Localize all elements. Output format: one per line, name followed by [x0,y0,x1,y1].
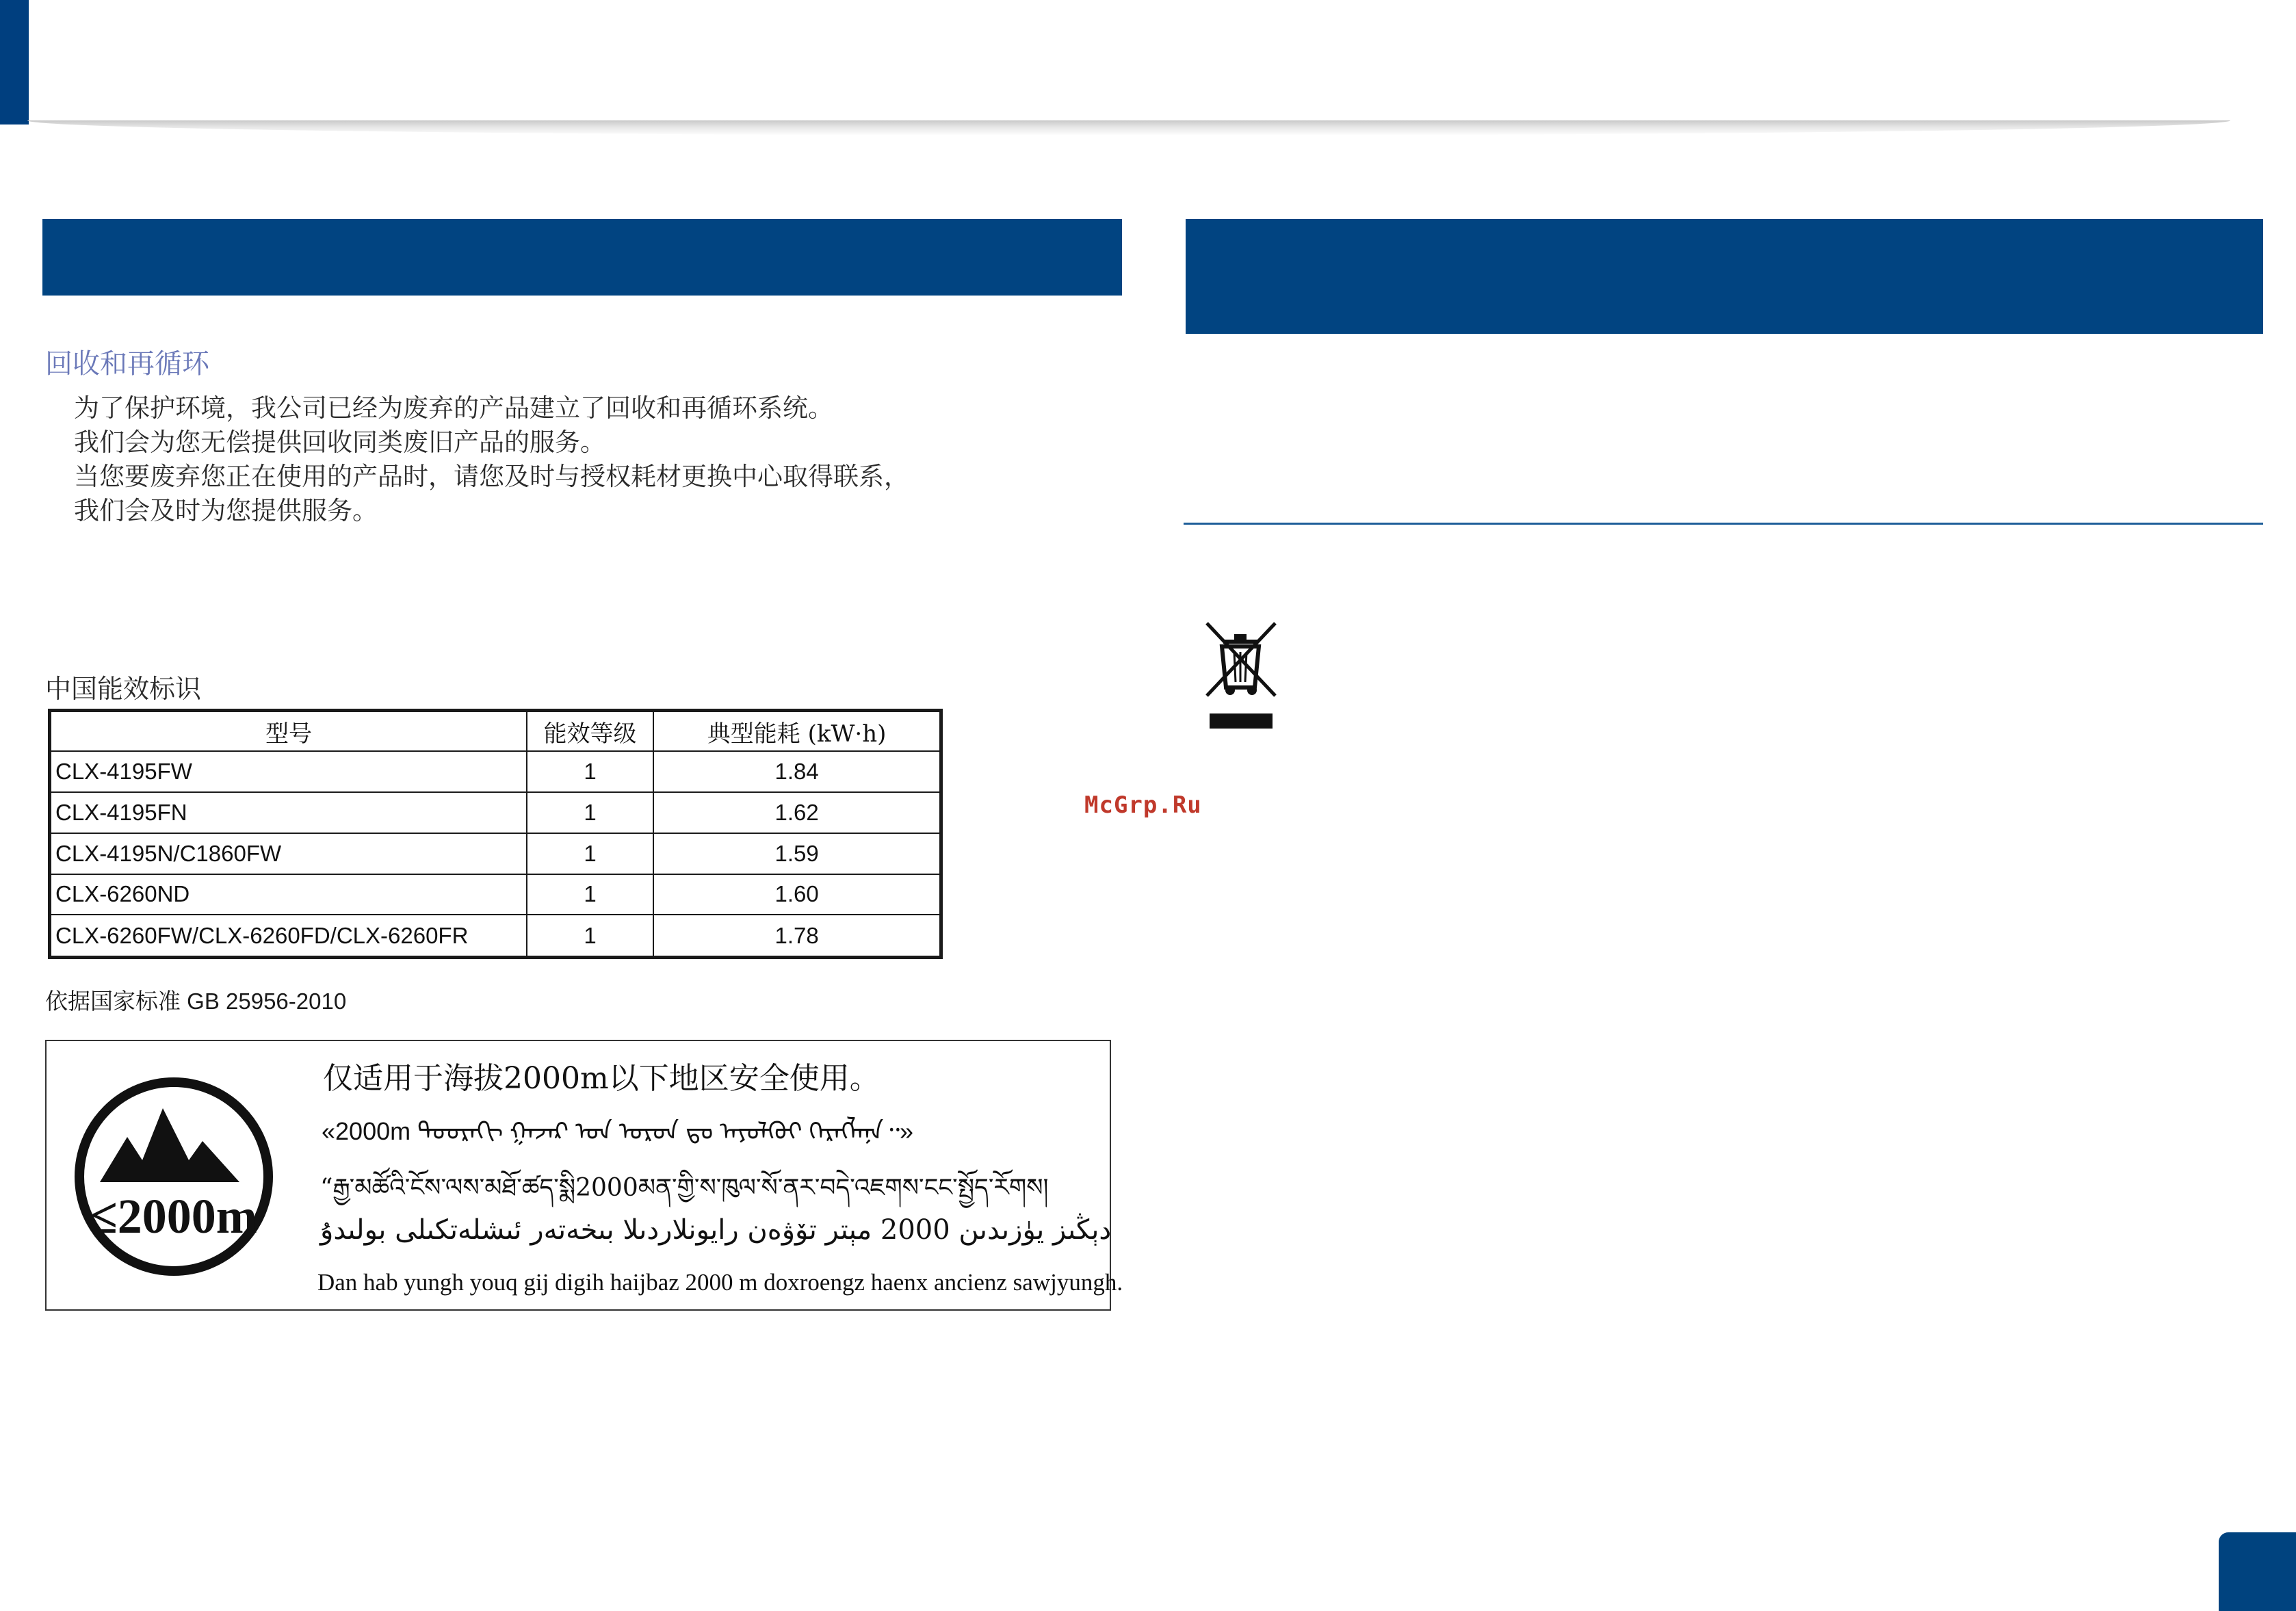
energy-label-table [48,709,943,959]
recycling-paragraph-4: 我们会及时为您提供服务。 [74,496,378,525]
altitude-notice-uyghur: دېڭىز يۈزىدىن 2000 مېتر تۆۋەن رايونلاردىلا بىخەتەر ئىشلەتكىلى بولىدۇ [320,1214,1112,1246]
watermark-text: McGrp.Ru [1084,791,1202,819]
right-section-divider [1184,523,2263,525]
recycling-paragraph-1: 为了保护环境，我公司已经为废弃的产品建立了回收和再循环系统。 [74,393,833,423]
energy-label-caption: 中国能效标识 [45,674,202,704]
table-row [50,874,941,915]
right-section-header-bar [1186,219,2263,334]
table-row [50,833,941,874]
grade-cell: 1 [527,751,653,792]
consumption-cell: 1.84 [653,751,941,792]
standard-note: 依据国家标准 GB 25956-2010 [45,988,347,1014]
consumption-cell: 1.59 [653,833,941,874]
altitude-mountain-icon [71,1074,276,1279]
left-section-header-bar [42,219,1122,296]
column-header-consumption: 典型能耗 (kW·h) [653,711,941,752]
page-number-tab [2219,1532,2296,1611]
table-row [50,792,941,833]
altitude-notice-mongolian: «2000m ᠳᠣᠣᠷᠠᠬᠢ ᠭᠠᠵᠠᠷ ᠤᠨ ᠣᠷᠣᠨ ᠳᠤ ᠠᠶᠤᠯᠭᠦᠢ ᠬᠡᠷᠡᠭᠯᠡᠨᠡ᠃» [322,1117,913,1145]
altitude-notice-tibetan: “རྒྱ་མཚོའི་ངོས་ལས་མཐོ་ཚད་སྨི2000མན་གྱི་ས་ཁུལ་སོ་ནར་བདེ་འཇགས་ངང་སྤྱོད་རོགས། [320,1174,1049,1202]
column-header-grade: 能效等级 [527,711,653,752]
altitude-notice-zhuang: Dan hab yungh youq gij digih haijbaz 2000 m doxroengz haenx ancienz sawjyungh. [317,1269,1123,1296]
column-header-model: 型号 [50,711,527,752]
table-row [50,751,941,792]
altitude-notice-chinese: 仅适用于海拔2000m以下地区安全使用。 [323,1061,880,1096]
grade-cell: 1 [527,915,653,957]
crossed-out-wheelie-bin-icon [1199,619,1283,731]
recycling-title: 回收和再循环 [45,348,209,380]
consumption-cell: 1.78 [653,915,941,957]
model-cell: CLX-6260ND [50,874,527,915]
recycling-paragraph-3: 当您要废弃您正在使用的产品时，请您及时与授权耗材更换中心取得联系， [74,462,909,491]
model-cell: CLX-6260FW/CLX-6260FD/CLX-6260FR [50,915,527,957]
model-cell: CLX-4195FN [50,792,527,833]
top-accent-bar [0,0,29,125]
grade-cell: 1 [527,792,653,833]
grade-cell: 1 [527,833,653,874]
consumption-cell: 1.60 [653,874,941,915]
model-cell: CLX-4195FW [50,751,527,792]
altitude-logo-text: ≤2000m [90,1189,257,1244]
recycling-paragraph-2: 我们会为您无偿提供回收同类废旧产品的服务。 [74,428,605,457]
table-header-row [50,711,941,752]
consumption-cell: 1.62 [653,792,941,833]
table-row [50,915,941,957]
grade-cell: 1 [527,874,653,915]
model-cell: CLX-4195N/C1860FW [50,833,527,874]
top-divider [27,120,2230,135]
